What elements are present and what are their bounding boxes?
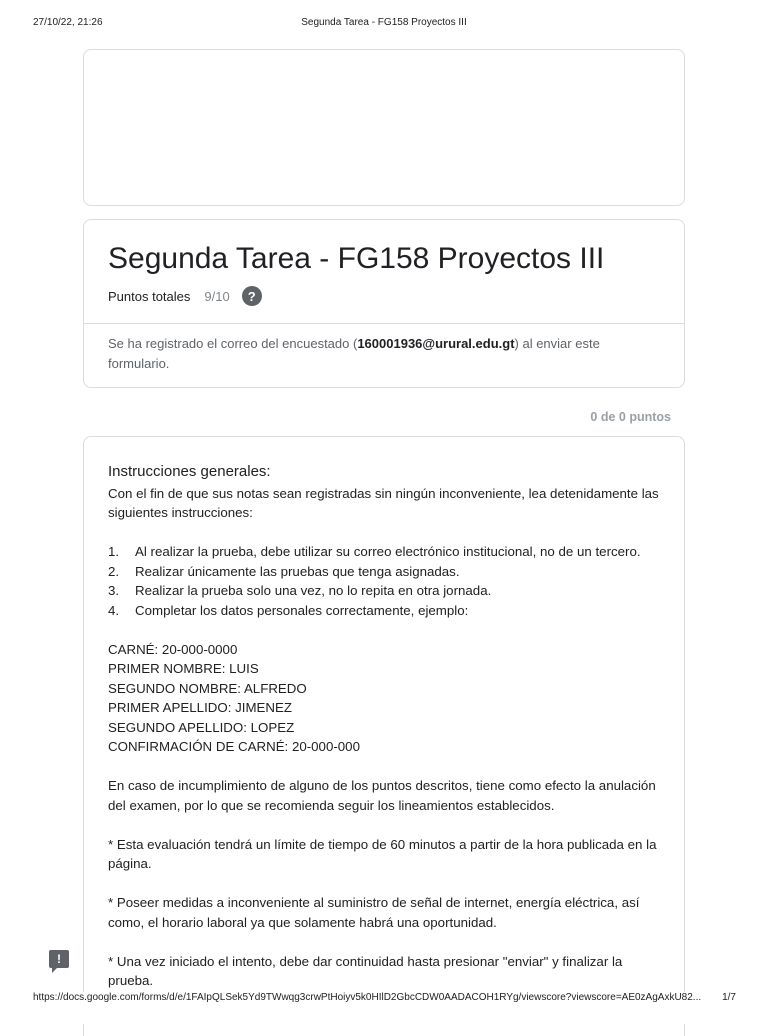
- instructions-intro: Con el fin de que sus notas sean registradas sin ningún inconveniente, lea detenidamente las siguientes instrucciones:: [108, 485, 659, 520]
- print-document-title: Segunda Tarea - FG158 Proyectos III: [301, 17, 467, 28]
- total-points-label: Puntos totales: [108, 288, 191, 304]
- instructions-heading: Instrucciones generales:: [108, 463, 271, 480]
- instructions-card: [83, 436, 685, 1036]
- respondent-email: 160001936@urural.edu.gt: [357, 336, 515, 351]
- instructions-list: [108, 542, 668, 620]
- example-line: SEGUNDO APELLIDO: LOPEZ: [108, 719, 295, 735]
- example-line: CARNÉ: 20-000-0000: [108, 641, 238, 657]
- instructions-body: [108, 462, 668, 991]
- total-points-value: 9/10: [204, 288, 230, 304]
- list-item: 3. Realizar la prueba solo una vez, no lo repita en otra jornada.: [108, 583, 492, 598]
- print-date: 27/10/22, 21:26: [33, 17, 103, 28]
- feedback-icon[interactable]: !: [49, 950, 69, 968]
- form-title: Segunda Tarea - FG158 Proyectos III: [108, 242, 605, 275]
- header-banner-card: [83, 49, 685, 206]
- example-line: PRIMER APELLIDO: JIMENEZ: [108, 700, 292, 715]
- section-points: 0 de 0 puntos: [590, 410, 671, 424]
- email-note-suffix: ) al enviar este formulario.: [108, 336, 600, 371]
- list-item: 1. Al realizar la prueba, debe utilizar su correo electrónico institucional, no de un tercero.: [108, 544, 641, 559]
- list-item: 2. Realizar únicamente las pruebas que tenga asignadas.: [108, 563, 460, 579]
- form-title-card: [83, 219, 685, 388]
- page-number: 1/7: [722, 992, 736, 1003]
- help-icon[interactable]: ?: [242, 286, 262, 306]
- print-url: https://docs.google.com/forms/d/e/1FAIpQLSek5Yd9TWwqg3crwPtHoiyv5k0HIlD2GbcCDW0AADACOH1RYg/viewscore?viewscore=AE0zAgAxkU82...: [33, 992, 702, 1003]
- example-line: PRIMER NOMBRE: LUIS: [108, 661, 259, 676]
- note-time-limit: * Esta evaluación tendrá un límite de tiempo de 60 minutos a partir de la hora publicada en la página.: [108, 836, 657, 871]
- total-points-row: [108, 286, 262, 306]
- list-item: 4. Completar los datos personales correctamente, ejemplo:: [108, 602, 469, 618]
- email-note-prefix: Se ha registrado el correo del encuestado (: [108, 336, 358, 351]
- respondent-email-note: [108, 334, 648, 374]
- note-continue: * Una vez iniciado el intento, debe dar continuidad hasta presionar "enviar" y finalizar la prueba.: [108, 953, 623, 988]
- print-footer: [0, 992, 768, 1024]
- card-divider: [84, 323, 684, 324]
- instructions-warning: En caso de incumplimiento de alguno de los puntos descritos, tiene como efecto la anulación del examen, por lo que se recomienda seguir los lineamientos establecidos.: [108, 778, 656, 813]
- example-line: SEGUNDO NOMBRE: ALFREDO: [108, 680, 307, 696]
- example-line: CONFIRMACIÓN DE CARNÉ: 20-000-000: [108, 739, 360, 754]
- note-power: * Poseer medidas a inconveniente al suministro de señal de internet, energía eléctrica, así como, el horario laboral ya que solamente habrá una oportunidad.: [108, 895, 640, 930]
